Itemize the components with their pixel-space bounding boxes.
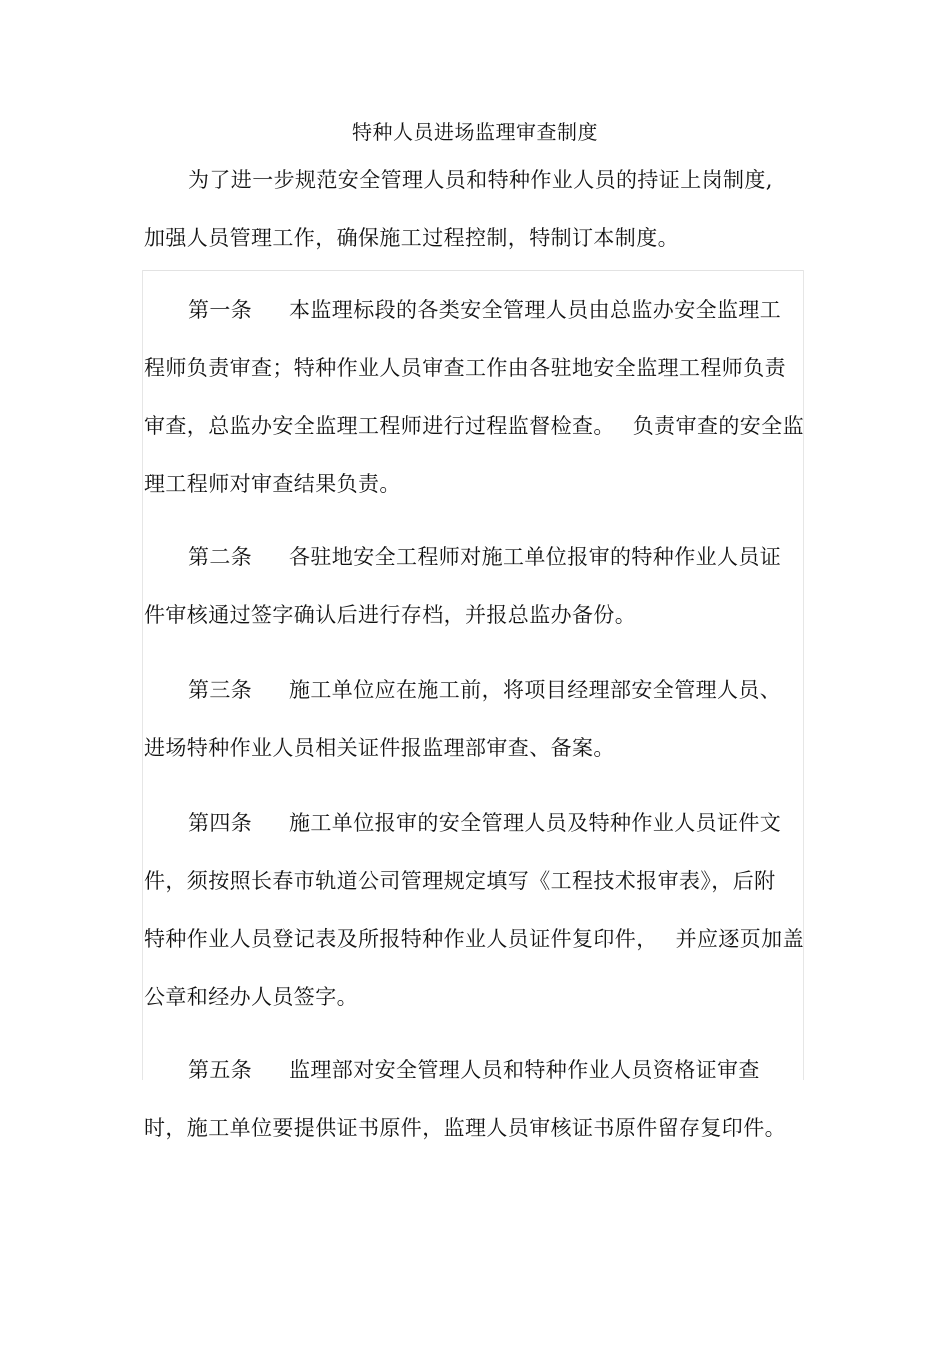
article-5-line-1: 监理部对安全管理人员和特种作业人员资格证审查 <box>289 1058 760 1082</box>
article-5-first-line <box>188 1057 760 1083</box>
table-border-left <box>142 270 143 1080</box>
article-3-line-1: 施工单位应在施工前，将项目经理部安全管理人员、 <box>289 678 782 702</box>
article-4-label: 第四条 <box>188 811 253 835</box>
article-4-line-3: 特种作业人员登记表及所报特种作业人员证件复印件， 并应逐页加盖 <box>144 927 804 951</box>
article-4-line-2: 件，须按照长春市轨道公司管理规定填写《工程技术报审表》，后附 <box>144 869 776 893</box>
article-5-line-2: 时，施工单位要提供证书原件，监理人员审核证书原件留存复印件。 <box>144 1116 786 1140</box>
article-2-label: 第二条 <box>188 545 253 569</box>
article-2-line-2: 件审核通过签字确认后进行存档，并报总监办备份。 <box>144 603 637 627</box>
article-1-line-1: 本监理标段的各类安全管理人员由总监办安全监理工 <box>289 298 782 322</box>
intro-line-2: 加强人员管理工作，确保施工过程控制，特制订本制度。 <box>144 226 679 250</box>
document-title: 特种人员进场监理审查制度 <box>352 120 598 144</box>
intro-line-1: 为了进一步规范安全管理人员和特种作业人员的持证上岗制度, <box>188 168 773 192</box>
article-2-line-1: 各驻地安全工程师对施工单位报审的特种作业人员证 <box>289 545 782 569</box>
article-3-label: 第三条 <box>188 678 253 702</box>
article-1-line-3: 审查，总监办安全监理工程师进行过程监督检查。 负责审查的安全监 <box>144 414 804 438</box>
article-2-first-line <box>188 544 781 570</box>
article-1-line-4: 理工程师对审查结果负责。 <box>144 472 401 496</box>
table-border-right <box>803 270 804 1080</box>
article-1-label: 第一条 <box>188 298 253 322</box>
article-5-label: 第五条 <box>188 1058 253 1082</box>
article-4-first-line <box>188 810 781 836</box>
article-1-line-2: 程师负责审查；特种作业人员审查工作由各驻地安全监理工程师负责 <box>144 356 786 380</box>
table-border-top <box>142 270 804 271</box>
article-4-line-4: 公章和经办人员签字。 <box>144 985 358 1009</box>
article-3-line-2: 进场特种作业人员相关证件报监理部审查、备案。 <box>144 736 615 760</box>
article-1-first-line <box>188 297 781 323</box>
article-3-first-line <box>188 677 781 703</box>
article-4-line-1: 施工单位报审的安全管理人员及特种作业人员证件文 <box>289 811 782 835</box>
